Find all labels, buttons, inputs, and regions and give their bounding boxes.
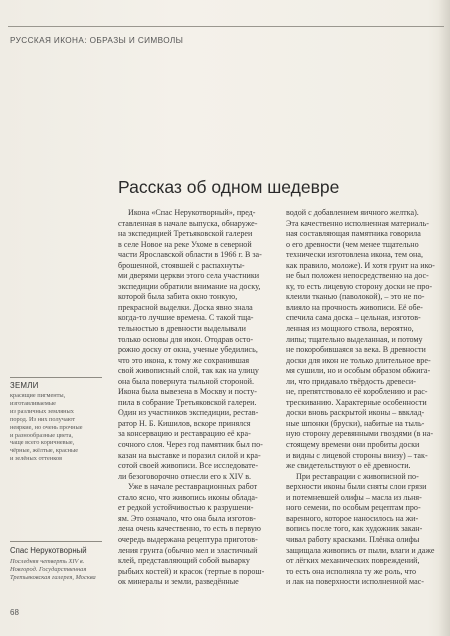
text-line: липы; тщательно выделанная, и потому [286,334,423,344]
text-line: пород. Из них получают [10,415,76,423]
sidebar-text [10,392,106,463]
caption-title: Спас Нерукотворный [10,546,87,555]
text-line: неяркие, но очень прочные [10,423,83,431]
text-line: ратор Н. Б. Кишилов, вскоре принялся [118,418,251,428]
running-header: РУССКАЯ ИКОНА: ОБРАЗЫ И СИМВОЛЫ [10,36,184,45]
text-line: клей, представляющий собой вываркy [118,556,250,566]
text-line: доски для икон не только длительное вре- [286,355,431,365]
text-line: лена очень качественно, то есть в первую [118,524,261,534]
text-line: не был положен непосредственно на дос- [286,271,429,281]
text-line: ми дверями церкви этого села участники [118,271,260,281]
text-line: ления грунта (обычно мел и эластичный [118,545,258,555]
header-rule [8,26,444,27]
text-line: на экспедицией Третьяковской галереи [118,229,253,239]
text-line: за консервацию и реставрацию её кра- [118,429,251,439]
text-line: клеили тканью (паволокой), – это не по- [286,292,425,302]
text-line: стоящему времени они пробиты доски [286,440,420,450]
text-line: вопись после того, как художник закан- [286,524,423,534]
text-line: прекрасной выделки. Доска явно знала [118,302,253,312]
text-line: же свидетельствуют о её древности. [286,461,411,471]
text-line: сотой своей живописи. Все исследовате- [118,461,259,471]
article-title: Рассказ об одном шедевре [118,177,340,197]
text-line: то есть она исполняла ту же роль, что [286,566,416,576]
text-line: Один из участников экспедиции, рестав- [118,408,259,418]
text-line: свой живописный слой, так как на улицу [118,366,259,376]
text-line: ленная из мощного ствола, вероятно, [286,324,414,334]
text-line: что это икона, к тому же сохранившая [118,355,250,365]
text-line: брошенной, стоявшей с распахнуты- [118,260,245,270]
text-line: чаще всего коричневые, [10,439,75,447]
text-line: красящие пигменты, [10,392,66,399]
text-line: и зелёных оттенков [10,455,63,463]
caption-rule [10,541,102,542]
text-line: от лёгких механических повреждений, [286,556,420,566]
article-right-column [286,208,444,588]
text-line: и потемневшей олифы – масла из льня- [286,492,422,502]
text-line: чивал работу красками. Плёнка олифы [286,534,420,544]
text-line: защищала живопись от пыли, влаги и даже [286,545,435,555]
text-line: ет редкой устойчивостью к разрушени- [118,503,254,513]
text-line: Уже в начале реставрационных работ [128,482,258,492]
text-line: Новгород. Государственная [10,566,87,573]
text-line: и лак на поверхности исполненной мас- [286,577,424,587]
text-line: и видны с лицевой стороны внизу) – так- [286,450,428,460]
text-line: варенного, которое наносилось на жи- [286,513,419,523]
text-line: только основы для икон. Отодрав осто- [118,334,254,344]
text-line: сочного слоя. Через год памятник был по- [118,440,263,450]
text-line: не покоробившаяся за века. В древности [286,345,426,355]
text-line: как правило, моложе). И хотя грунт на ико- [286,260,435,270]
text-line: пила в собрание Третьяковской галереи. [118,397,257,407]
text-line: мя сушили, но и особым образом обжига- [286,366,431,376]
text-line: Икона была вывезена в Москву и посту- [118,387,257,397]
text-line: ли безоговорочно отнесли его к XIV в. [118,471,252,481]
text-line: ную сторону деревянными гвоздями (в на- [286,429,434,439]
text-line: ставленная в начале выпуска, обнаруже- [118,218,258,228]
page-number: 68 [10,608,19,617]
text-line: рыбьих костей) и красок (тертые в порош- [118,566,265,576]
text-line: изготавливаемые [10,399,56,407]
text-line: в селе Новое на реке Ухоме в северной [118,239,252,249]
text-line: экспедиции обратили внимание на доску, [118,281,261,291]
text-line: влияло на прочность живописи. Её обе- [286,302,423,312]
text-line: не, препятствовало её короблению и рас- [286,387,428,397]
text-line: Эта качественно исполненная материаль- [286,218,429,228]
text-line: доски вновь раскрытой иконы – ввклад- [286,408,425,418]
article-left-column [118,208,278,588]
text-line: стало ясно, что живопись иконы облада- [118,492,258,502]
text-line: о его древности (чем менее тщательно [286,239,419,249]
text-line: тельностью в древности выделывали [118,324,247,334]
text-line: трескиванию. Характерные особенности [286,397,427,407]
text-line: ли, что придавало твёрдость древеси- [286,376,416,386]
text-line: части Ярославской области в 1966 г. В за- [118,250,262,260]
text-line: когда-то лучшие времена. С такой тща- [118,313,254,323]
caption-text [10,558,110,582]
text-line: верхности иконы были сняты слои грязи [286,482,427,492]
text-line: При реставрации с живописной по- [296,471,419,481]
text-line: ку, то есть лицевую сторону доски не про- [286,281,433,291]
text-line: ного семени, по особым рецептам про- [286,503,421,513]
text-line: Последняя четверть XIV в. [10,558,85,565]
text-line: чёрные, жёлтые, красные [10,447,79,455]
text-line: она была повернута тыльной стороной. [118,376,254,386]
text-line: спечила сама доска – цельная, изготов- [286,313,421,323]
text-line: ям. Это означало, что она была изготов- [118,513,256,523]
text-line: технически изготовлена икона, тем она, [286,250,423,260]
text-line: из различных земляных [10,407,74,415]
text-line: казан на выставке и поразил силой и кра- [118,450,261,460]
text-line: которой была забита окно тонкую, [118,292,238,302]
text-line: ок минералы и земли, разведённые [118,577,239,587]
text-line: Третьяковская галерея, Москва [10,574,96,581]
text-line: водой с добавлением яичного желтка). [286,208,419,217]
text-line: рожно доску от окна, ученые убедились, [118,345,258,355]
sidebar-rule [10,377,102,378]
text-line: и разнообразные цвета, [10,431,73,439]
text-line: ная составляющая памятника говорила [286,229,421,239]
text-line: ные шпонки (бруски), набитые на тыль- [286,418,425,428]
text-line: очередь выдержана рецептура приготов- [118,534,258,544]
sidebar-heading: ЗЕМЛИ [10,381,39,390]
text-line: Икона «Спас Нерукотворный», пред- [128,208,256,217]
